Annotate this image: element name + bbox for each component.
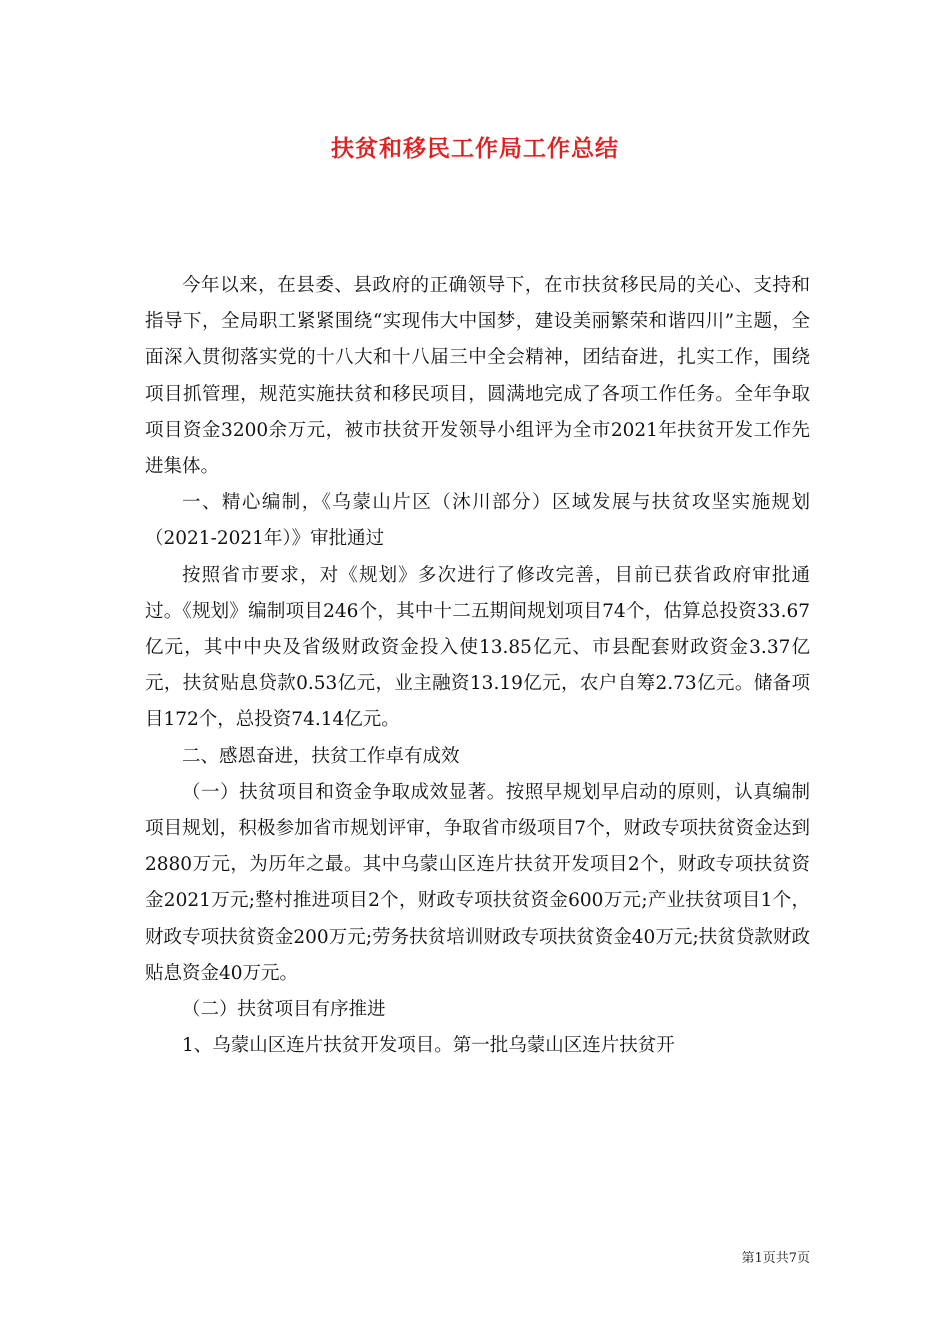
paragraph-projects: 1、乌蒙山区连片扶贫开发项目。第一批乌蒙山区连片扶贫开 [182, 1035, 675, 1057]
paragraph-planning: 按照省市要求，对《规划》多次进行了修改完善，目前已获省政府审批通过。《规划》编制项目246个，其中十二五期间规划项目74个，估算总投资33.67亿元，其中中央及省级财政资金投入使13.85亿元、市县配套财政资金3.37亿元，扶贫贴息贷款0.53亿元，业主融资13.19亿元，农户自筹2.73亿元。储备项目172个，总投资74.14亿元。 [145, 564, 810, 731]
page-title: 扶贫和移民工作局工作总结 [331, 135, 619, 162]
document-body [145, 268, 810, 1064]
paragraph-intro: 今年以来，在县委、县政府的正确领导下，在市扶贫移民局的关心、支持和指导下，全局职工紧紧围绕“实现伟大中国梦，建设美丽繁荣和谐四川”主题，全面深入贯彻落实党的十八大和十八届三中全会精神，团结奋进，扎实工作，围绕项目抓管理，规范实施扶贫和移民项目，圆满地完成了各项工作任务。全年争取项目资金3200余万元，被市扶贫开发领导小组评为全市2021年扶贫开发工作先进集体。 [145, 275, 810, 478]
paragraph-funding: （一）扶贫项目和资金争取成效显著。按照早规划早启动的原则，认真编制项目规划，积极参加省市规划评审，争取省市级项目7个，财政专项扶贫资金达到2880万元，为历年之最。其中乌蒙山区连片扶贫开发项目2个，财政专项扶贫资金2021万元;整村推进项目2个，财政专项扶贫资金600万元;产业扶贫项目1个，财政专项扶贫资金200万元;劳务扶贫培训财政专项扶贫资金40万元;扶贫贷款财政贴息资金40万元。 [145, 781, 810, 984]
page-number: 第1页共7页 [741, 1251, 810, 1266]
subsection-heading: （二）扶贫项目有序推进 [182, 999, 386, 1021]
section-heading-2: 二、感恩奋进，扶贫工作卓有成效 [182, 745, 460, 767]
section-heading-1: 一、精心编制，《乌蒙山片区（沐川部分）区域发展与扶贫攻坚实施规划（2021-2021年）》审批通过 [145, 492, 810, 550]
